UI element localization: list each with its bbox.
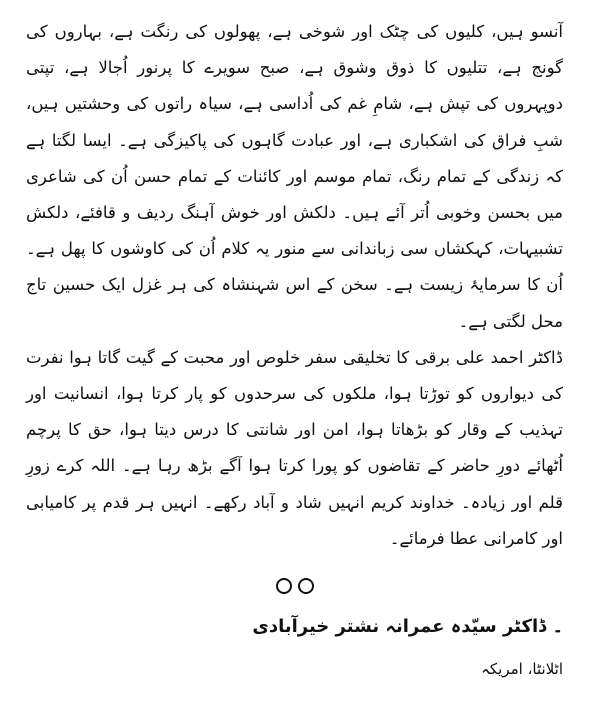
author-location: اٹلانٹا، امریکہ (481, 660, 563, 679)
paragraph-1: آنسو ہیں، کلیوں کی چٹک اور شوخی ہے، پھولوں کی رنگت ہے، بہاروں کی گونج ہے، تتلیوں کا ذوق وشوق ہے، صبح سویرے کا پرنور اُجالا ہے، تپتی دوپہروں کی تپش ہے، شامِ غم کی اُداسی ہے، سیاہ راتوں کی وحشتیں ہیں، شبِ فراق کی اشکباری ہے، اور عبادت گاہوں کی پاکیزگی ہے۔ ایسا لگتا ہے کہ زندگی کے تمام رنگ، تمام موسم اور کائنات کے تمام حسن اُن کی شاعری میں بحسن وخوبی اُتر آئے ہیں۔ دلکش اور خوش آہنگ ردیف و قافئے، دلکش تشبیہات، کہکشاں سی زباندانی سے منور یہ کلام اُن کی کاوشوں کا پھل ہے۔ اُن کا سرمایۂ زیست ہے۔ سخن کے اس شہنشاہ کی ہر غزل ایک حسین تاج محل لگتی ہے۔ (26, 22, 563, 331)
ornament-circle-icon (276, 578, 292, 594)
section-ornament (26, 573, 563, 599)
paragraph-2: ڈاکٹر احمد علی برقی کا تخلیقی سفر خلوص اور محبت کے گیت گاتا ہوا نفرت کی دیواروں کو توڑتا ہوا، ملکوں کی سرحدوں کو پار کرتا ہوا، انسانیت اور تہذیب کے وقار کو بڑھاتا ہوا، امن اور شانتی کا درس دیتا ہوا، حق کا پرچم اُٹھائے دورِ حاضر کے تقاضوں کو پورا کرتا ہوا آگے بڑھ رہا ہے۔ اللہ کرے زورِ قلم اور زیادہ۔ خداوند کریم انہیں شاد و آباد رکھے۔ انہیں ہر قدم پر کامیابی اور کامرانی عطا فرمائے۔ (26, 347, 563, 548)
author-signature: ۔ ڈاکٹر سیّدہ عمرانہ نشتر خیرآبادی (252, 616, 563, 638)
ornament-circle-icon (298, 578, 314, 594)
